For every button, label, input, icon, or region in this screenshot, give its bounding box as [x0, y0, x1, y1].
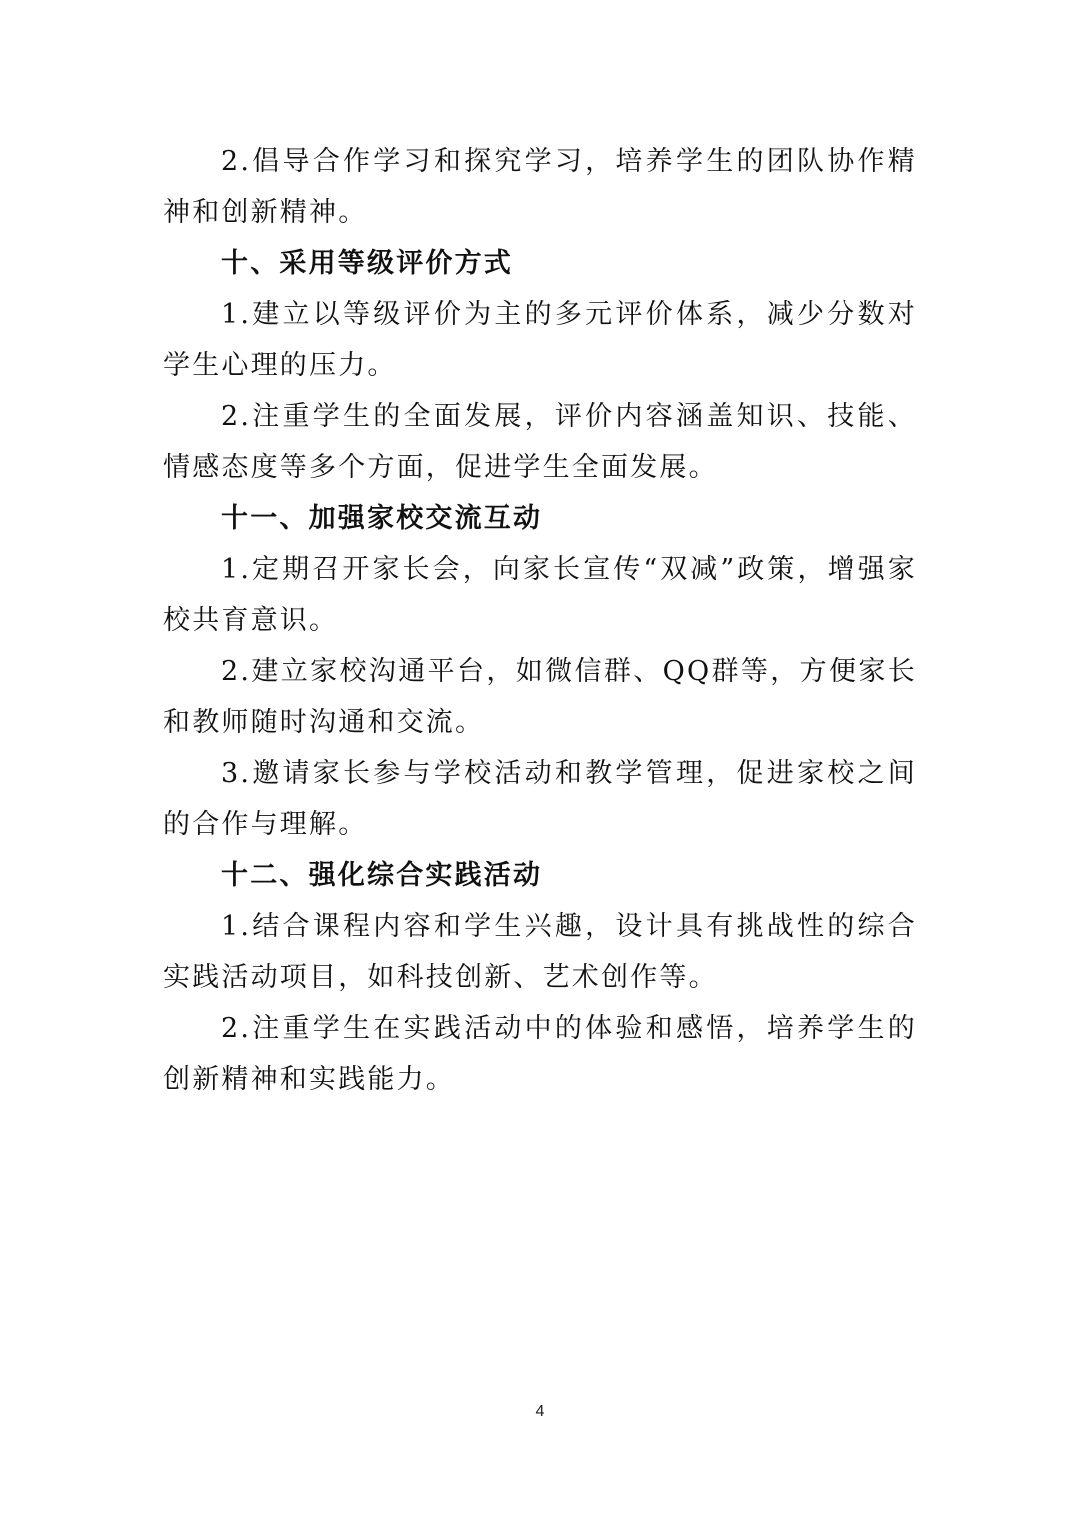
paragraph-10-1: 1.建立以等级评价为主的多元评价体系，减少分数对学生心理的压力。	[163, 299, 917, 381]
heading-section-12: 十二、强化综合实践活动	[221, 860, 543, 891]
paragraph-11-3: 3.邀请家长参与学校活动和教学管理，促进家校之间的合作与理解。	[163, 758, 917, 840]
paragraph-12-2: 2.注重学生在实践活动中的体验和感悟，培养学生的创新精神和实践能力。	[163, 1013, 917, 1095]
page-number: 4	[535, 1403, 545, 1420]
paragraph-12-1: 1.结合课程内容和学生兴趣，设计具有挑战性的综合实践活动项目，如科技创新、艺术创作等。	[163, 911, 917, 993]
heading-section-11: 十一、加强家校交流互动	[221, 503, 543, 534]
heading-section-10: 十、采用等级评价方式	[221, 248, 513, 279]
paragraph-10-2: 2.注重学生的全面发展，评价内容涵盖知识、技能、情感态度等多个方面，促进学生全面发展。	[163, 401, 917, 483]
document-body	[163, 136, 917, 1105]
paragraph-9-2: 2.倡导合作学习和探究学习，培养学生的团队协作精神和创新精神。	[163, 146, 917, 228]
paragraph-11-2: 2.建立家校沟通平台，如微信群、QQ群等，方便家长和教师随时沟通和交流。	[163, 656, 917, 738]
paragraph-11-1: 1.定期召开家长会，向家长宣传“双减”政策，增强家校共育意识。	[163, 554, 917, 636]
